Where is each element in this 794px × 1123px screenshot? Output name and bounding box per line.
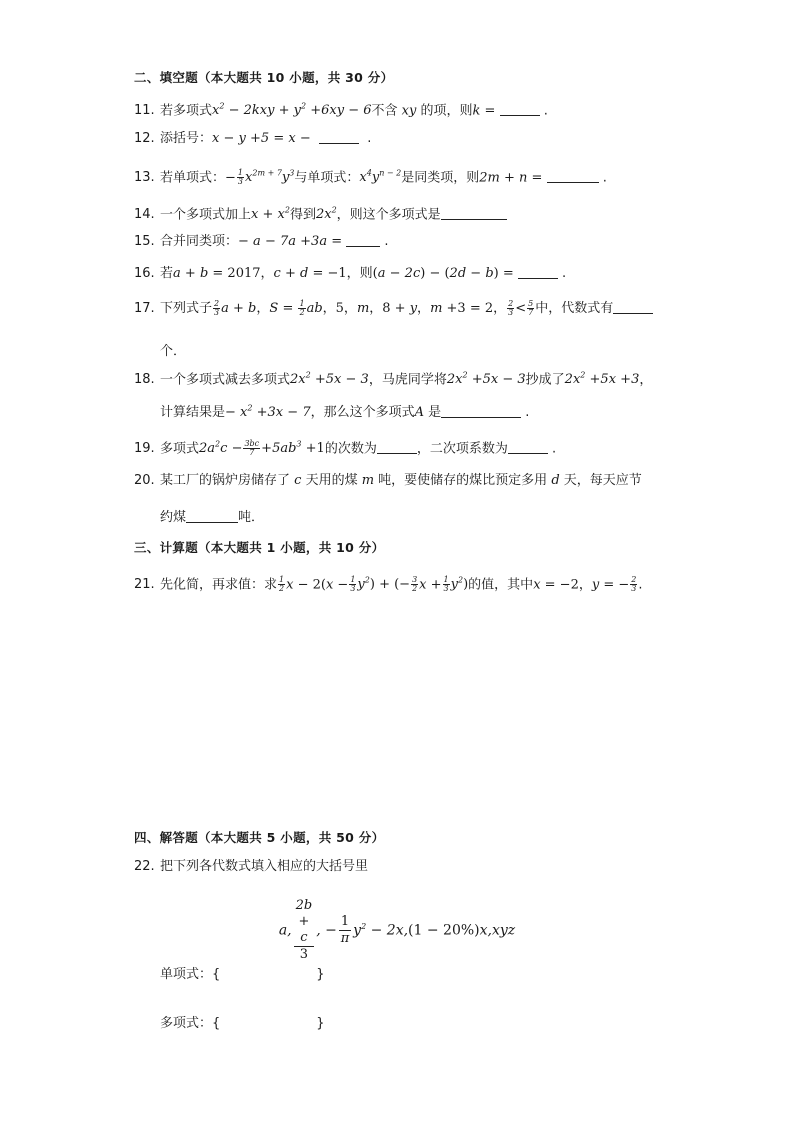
question-13: 13. 若单项式：− $\frac{1}{3}$ $x^{2m + 7}y^3$与单项式：$x^4y^{n - 2}$是同类项，则2m + n = . [134,168,607,187]
monomial-answer-row: 单项式：{ } [160,967,325,982]
answer-blank[interactable] [346,234,380,247]
question-18: 18. 一个多项式减去多项式$2x^2 +5x - 3$，马虎同学将$2x^2 +5x - 3$抄成了$2x^2 +5x +3$， [134,371,653,388]
section-fill-blank-title: 二、填空题（本大题共 10 小题，共 30 分） [134,70,394,85]
question-16: 16. 若a + b = 2017，c + d = −1，则(a − 2c) − (2d − b) = . [134,266,567,281]
expression-list: a, 2b + c 3 , − $\frac{1}{\pi}$ $y^2 - 2x,(1 - 20\%)x,xyz$ [278,898,516,962]
answer-blank[interactable] [518,266,558,279]
answer-blank[interactable] [441,207,507,220]
answer-blank[interactable] [613,301,653,314]
question-22: 22. 把下列各代数式填入相应的大括号里 [134,859,369,874]
question-11: 11. 若多项式$x^2 - 2kxy + y^2 +6xy - 6$不含 xy 的项，则k = . [134,102,548,119]
question-21: 21. 先化简，再求值：求 $\frac{1}{2}$ x − 2(x − $\frac{1}{3}$ $y^2$) + (− $\frac{3}{2}$ x + $\frac{1}{3}$ $y^2$)的值，其中x = −2，y = − $\frac{2}{3}$ . [134,575,643,594]
answer-blank[interactable] [186,510,238,523]
answer-blank[interactable] [547,170,599,183]
answer-blank[interactable] [377,441,417,454]
question-15: 15. 合并同类项：− a − 7a +3a = . [134,234,389,249]
section-answer-title: 四、解答题（本大题共 5 小题，共 50 分） [134,830,385,845]
question-19: 19. 多项式$2a^2c$ − $\frac{3bc}{7}$ $+5ab^3 +1$的次数为 ，二次项系数为 . [134,439,557,458]
answer-blank[interactable] [508,441,548,454]
answer-blank[interactable] [319,131,359,144]
question-12: 12. 添括号：x − y +5 = x − . [134,131,372,146]
question-20: 20. 某工厂的锅炉房储存了 c 天用的煤 m 吨，要使储存的煤比预定多用 d 天，每天应节 [134,473,642,488]
section-calculation-title: 三、计算题（本大题共 1 小题，共 10 分） [134,540,385,555]
question-14: 14. 一个多项式加上$x + x^2$得到$2x^2$，则这个多项式是 [134,202,507,224]
question-17: 17. 下列式子 $\frac{2}{3}$ a + b，S = $\frac{1}{2}$ ab，5，m，8 + y，m +3 = 2， $\frac{2}{3}$ < $\frac{5}{7}$ 中，代数式有 [134,300,653,318]
question-18-continued: 计算结果是− $x^2 +3x - 7$，那么这个多项式A 是 . [160,403,530,420]
polynomial-answer-row: 多项式：{ } [160,1016,325,1031]
answer-blank[interactable] [500,103,540,116]
question-20-continued: 约煤 吨． [160,510,265,525]
question-17-continued: 个． [160,344,187,359]
answer-blank[interactable] [441,405,521,418]
